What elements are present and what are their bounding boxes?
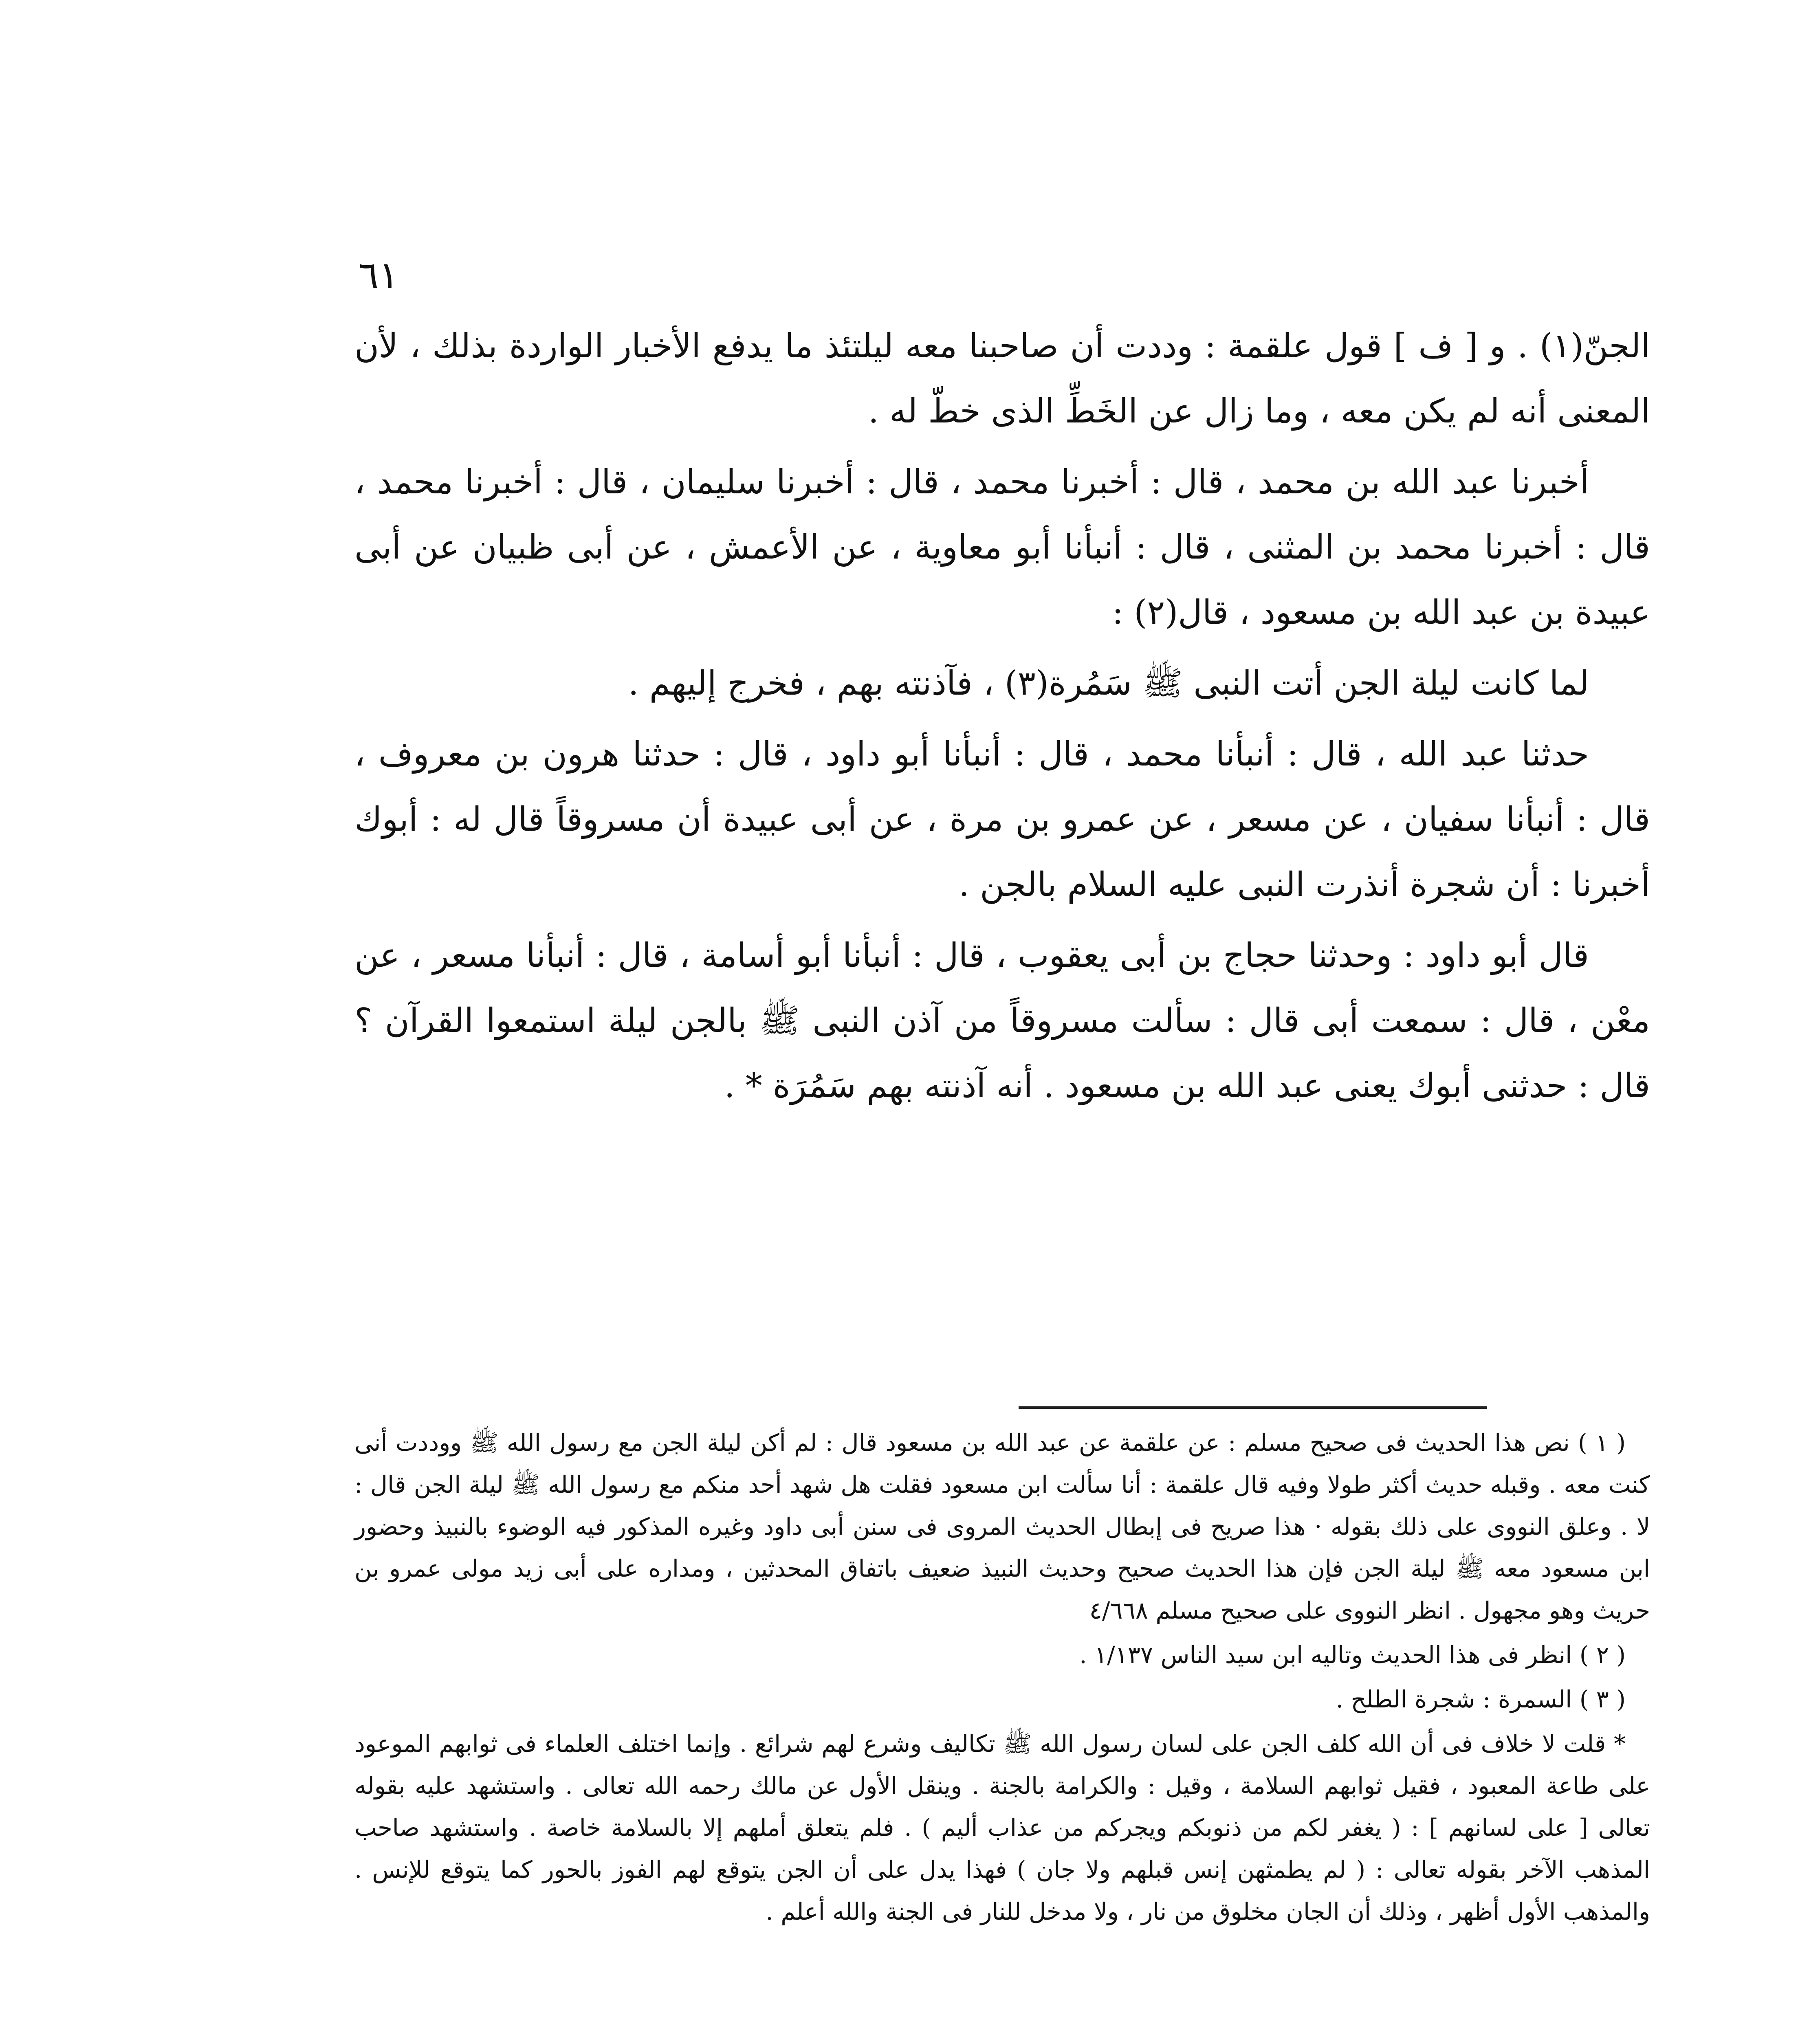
footnote-separator: [1019, 1406, 1487, 1409]
paragraph: حدثنا عبد الله ، قال : أنبأنا محمد ، قال : أنبأنا أبو داود ، قال : حدثنا هرون بن معروف ، قال : أنبأنا سفيان ، عن مسعر ، عن عمرو بن مرة ، عن أبى عبيدة أن مسروقاً قال له : أبوك أخبرنا : أن شجرة أنذرت النبى عليه السلام بالجن .: [354, 735, 1650, 904]
paragraph: الجنّ(١) . و [ ف ] قول علقمة : وددت أن صاحبنا معه ليلتئذ ما يدفع الأخبار الواردة بذلك ، لأن المعنى أنه لم يكن معه ، وما زال عن الخَطِّ الذى خطّ له .: [354, 327, 1650, 431]
footnote: ( ١ ) نص هذا الحديث فى صحيح مسلم : عن علقمة عن عبد الله بن مسعود قال : لم أكن ليلة الجن مع رسول الله ﷺ ووددت أنى كنت معه . وقبله حديث أكثر طولا وفيه قال علقمة : أنا سألت ابن مسعود فقلت هل شهد أحد منكم مع رسول الله ﷺ ليلة الجن قال : لا . وعلق النووى على ذلك بقوله · هذا صريح فى إبطال الحديث المروى فى سنن أبى داود وغيره المذكور فيه الوضوء بالنبيذ وحضور ابن مسعود معه ﷺ ليلة الجن فإن هذا الحديث صحيح وحديث النبيذ ضعيف باتفاق المحدثين ، ومداره على أبى زيد مولى عمرو بن حريث وهو مجهول . انظر النووى على صحيح مسلم ٤/٦٦٨: [354, 1429, 1650, 1624]
footnote: ( ٣ ) السمرة : شجرة الطلح .: [1336, 1685, 1626, 1713]
footnotes: [354, 1422, 1650, 1933]
main-text-body: [354, 314, 1650, 1119]
paragraph: أخبرنا عبد الله بن محمد ، قال : أخبرنا محمد ، قال : أخبرنا سليمان ، قال : أخبرنا محمد ، قال : أخبرنا محمد بن المثنى ، قال : أنبأنا أبو معاوية ، عن الأعمش ، عن أبى ظبيان عن أبى عبيدة بن عبد الله بن مسعود ، قال(٢) :: [354, 463, 1650, 632]
footnote: * قلت لا خلاف فى أن الله كلف الجن على لسان رسول الله ﷺ تكاليف وشرع لهم شرائع . وإنما اختلف العلماء فى ثوابهم الموعود على طاعة المعبود ، فقيل ثوابهم السلامة ، وقيل : والكرامة بالجنة . وينقل الأول عن مالك رحمه الله تعالى . واستشهد عليه بقوله تعالى [ على لسانهم ] : ( يغفر لكم من ذنوبكم ويجركم من عذاب أليم ) . فلم يتعلق أملهم إلا بالسلامة خاصة . واستشهد صاحب المذهب الآخر بقوله تعالى : ( لم يطمثهن إنس قبلهم ولا جان ) فهذا يدل على أن الجن يتوقع لهم الفوز بالحور كما يتوقع للإنس . والمذهب الأول أظهر ، وذلك أن الجان مخلوق من نار ، ولا مدخل للنار فى الجنة والله أعلم .: [354, 1730, 1650, 1925]
footnote: ( ٢ ) انظر فى هذا الحديث وتاليه ابن سيد الناس ١/١٣٧ .: [1079, 1641, 1626, 1669]
paragraph: لما كانت ليلة الجن أتت النبى ﷺ سَمُرة(٣) ، فآذنته بهم ، فخرج إليهم .: [628, 664, 1589, 703]
page-number: ٦١: [359, 253, 399, 297]
paragraph: قال أبو داود : وحدثنا حجاج بن أبى يعقوب ، قال : أنبأنا أبو أسامة ، قال : أنبأنا مسعر ، عن معْن ، قال : سمعت أبى قال : سألت مسروقاً من آذن النبى ﷺ بالجن ليلة استمعوا القرآن ؟ قال : حدثنى أبوك يعنى عبد الله بن مسعود . أنه آذنته بهم سَمُرَة * .: [354, 936, 1650, 1105]
